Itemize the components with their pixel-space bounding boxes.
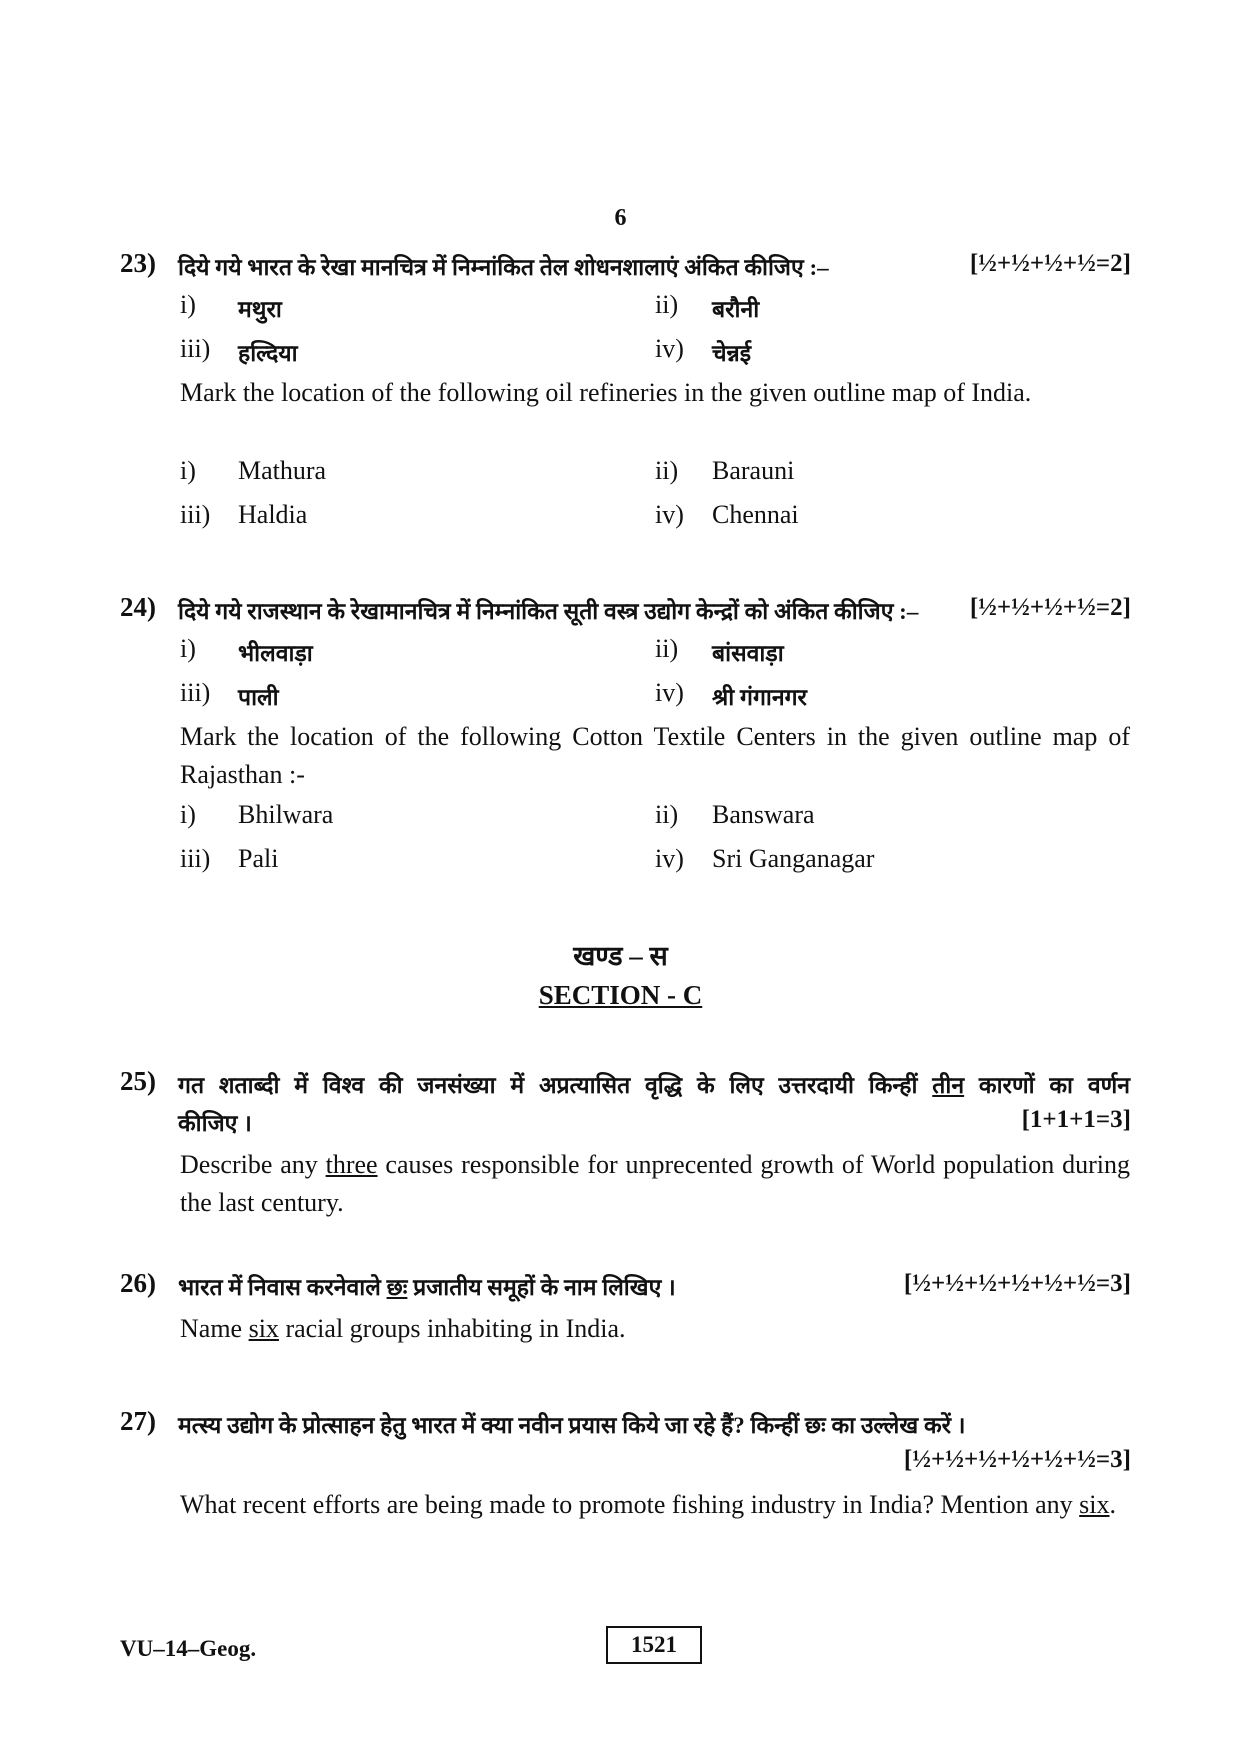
question-24-marks: [½+½+½+½=2] xyxy=(969,594,1131,621)
q25-en-emph: three xyxy=(325,1150,378,1179)
q24-en-opt4: Sri Ganganagar xyxy=(712,844,875,873)
q25-hindi-emph: तीन xyxy=(932,1073,965,1098)
question-23-english: Mark the location of the following oil refineries in the given outline map of India. xyxy=(180,378,1032,407)
question-25-hindi xyxy=(178,1068,1130,1100)
q26-en-part1: Name xyxy=(180,1314,249,1343)
q23-hi-opt3-num: iii) xyxy=(180,334,211,363)
question-24-english: Mark the location of the following Cotton Textile Centers in the given outline map of Rajasthan :- xyxy=(180,722,1130,789)
question-26-number: 26) xyxy=(120,1268,156,1298)
q24-hi-opt1-num: i) xyxy=(180,634,196,663)
q24-en-opt2: Banswara xyxy=(712,800,815,829)
q23-en-opt2-num: ii) xyxy=(655,456,679,485)
question-27-marks: [½+½+½+½+½+½=3] xyxy=(903,1446,1131,1473)
question-25-marks: [1+1+1=3] xyxy=(1021,1106,1131,1133)
question-25-number: 25) xyxy=(120,1066,156,1096)
q23-hi-opt1: मथुरा xyxy=(238,297,282,322)
q24-hi-opt3: पाली xyxy=(238,685,279,710)
q24-en-opt3-num: iii) xyxy=(180,844,211,873)
q23-en-opt3-num: iii) xyxy=(180,500,211,529)
q24-en-opt4-num: iv) xyxy=(655,844,684,873)
question-23-number: 23) xyxy=(120,248,156,278)
question-26-hindi xyxy=(178,1270,676,1302)
q23-hi-opt2-num: ii) xyxy=(655,290,679,319)
page-code-box: 1521 xyxy=(606,1626,702,1664)
q23-en-opt2: Barauni xyxy=(712,456,795,485)
q26-en-part2: racial groups inhabiting in India. xyxy=(278,1314,626,1343)
q26-hindi-part2: प्रजातीय समूहों के नाम लिखिए । xyxy=(407,1275,676,1300)
q23-hi-opt4-num: iv) xyxy=(655,334,684,363)
q23-en-opt1: Mathura xyxy=(238,456,327,485)
question-26-english xyxy=(180,1310,1130,1348)
q23-en-opt4: Chennai xyxy=(712,500,799,529)
q24-hi-opt4: श्री गंगानगर xyxy=(712,685,807,710)
q26-hindi-part1: भारत में निवास करनेवाले xyxy=(178,1275,387,1300)
question-25-english xyxy=(180,1146,1130,1222)
q25-en-part1: Describe any xyxy=(180,1150,326,1179)
section-heading-english xyxy=(0,980,1241,1011)
section-heading-hindi: खण्ड – स xyxy=(573,941,668,971)
q23-en-opt3: Haldia xyxy=(238,500,308,529)
q25-en-part2: causes responsible for unprecented growth of World population during the last century. xyxy=(180,1150,1130,1217)
question-27-english xyxy=(180,1486,1130,1524)
q24-hi-opt3-num: iii) xyxy=(180,678,211,707)
q23-en-opt1-num: i) xyxy=(180,456,196,485)
q25-hindi-part1: गत शताब्दी में विश्व की जनसंख्या में अप्रत्यासित वृद्धि के लिए उत्तरदायी किन्हीं xyxy=(178,1073,933,1098)
question-24-hindi: दिये गये राजस्थान के रेखामानचित्र में निम्नांकित सूती वस्त्र उद्योग केन्द्रों को अंकित कीजिए :– xyxy=(178,599,919,624)
page-number: 6 xyxy=(614,205,627,231)
q23-hi-opt4: चेन्नई xyxy=(712,341,752,366)
q27-en-emph: six xyxy=(1079,1490,1110,1519)
q25-hindi-part2: कारणों का वर्णन xyxy=(964,1073,1131,1098)
q27-en-part1: What recent efforts are being made to promote fishing industry in India? Mention any xyxy=(180,1490,1080,1519)
q24-en-opt1-num: i) xyxy=(180,800,196,829)
section-heading-english-text: SECTION - C xyxy=(538,980,703,1010)
q24-hi-opt1: भीलवाड़ा xyxy=(238,641,313,666)
q26-hindi-emph: छः xyxy=(386,1275,408,1300)
paper-code: VU–14–Geog. xyxy=(120,1636,257,1661)
q24-en-opt2-num: ii) xyxy=(655,800,679,829)
q26-en-emph: six xyxy=(248,1314,279,1343)
question-27-number: 27) xyxy=(120,1406,156,1436)
q23-en-opt4-num: iv) xyxy=(655,500,684,529)
q24-hi-opt2-num: ii) xyxy=(655,634,679,663)
q24-hi-opt2: बांसवाड़ा xyxy=(712,641,784,666)
question-26-marks: [½+½+½+½+½+½=3] xyxy=(903,1270,1131,1297)
question-27-hindi: मत्स्य उद्योग के प्रोत्साहन हेतु भारत में क्या नवीन प्रयास किये जा रहे हैं? किन्हीं छः का उल्लेख करें । xyxy=(178,1413,966,1438)
q23-hi-opt3: हल्दिया xyxy=(238,341,298,366)
q24-hi-opt4-num: iv) xyxy=(655,678,684,707)
q23-hi-opt2: बरौनी xyxy=(712,297,760,322)
question-23-marks: [½+½+½+½=2] xyxy=(969,250,1131,277)
question-25-hindi-line2: कीजिए । xyxy=(178,1111,252,1136)
q27-en-part2: . xyxy=(1109,1490,1116,1519)
question-23-hindi: दिये गये भारत के रेखा मानचित्र में निम्नांकित तेल शोधनशालाएं अंकित कीजिए :– xyxy=(178,255,829,280)
q24-en-opt3: Pali xyxy=(238,844,279,873)
q23-hi-opt1-num: i) xyxy=(180,290,196,319)
q24-en-opt1: Bhilwara xyxy=(238,800,334,829)
question-24-number: 24) xyxy=(120,592,156,622)
